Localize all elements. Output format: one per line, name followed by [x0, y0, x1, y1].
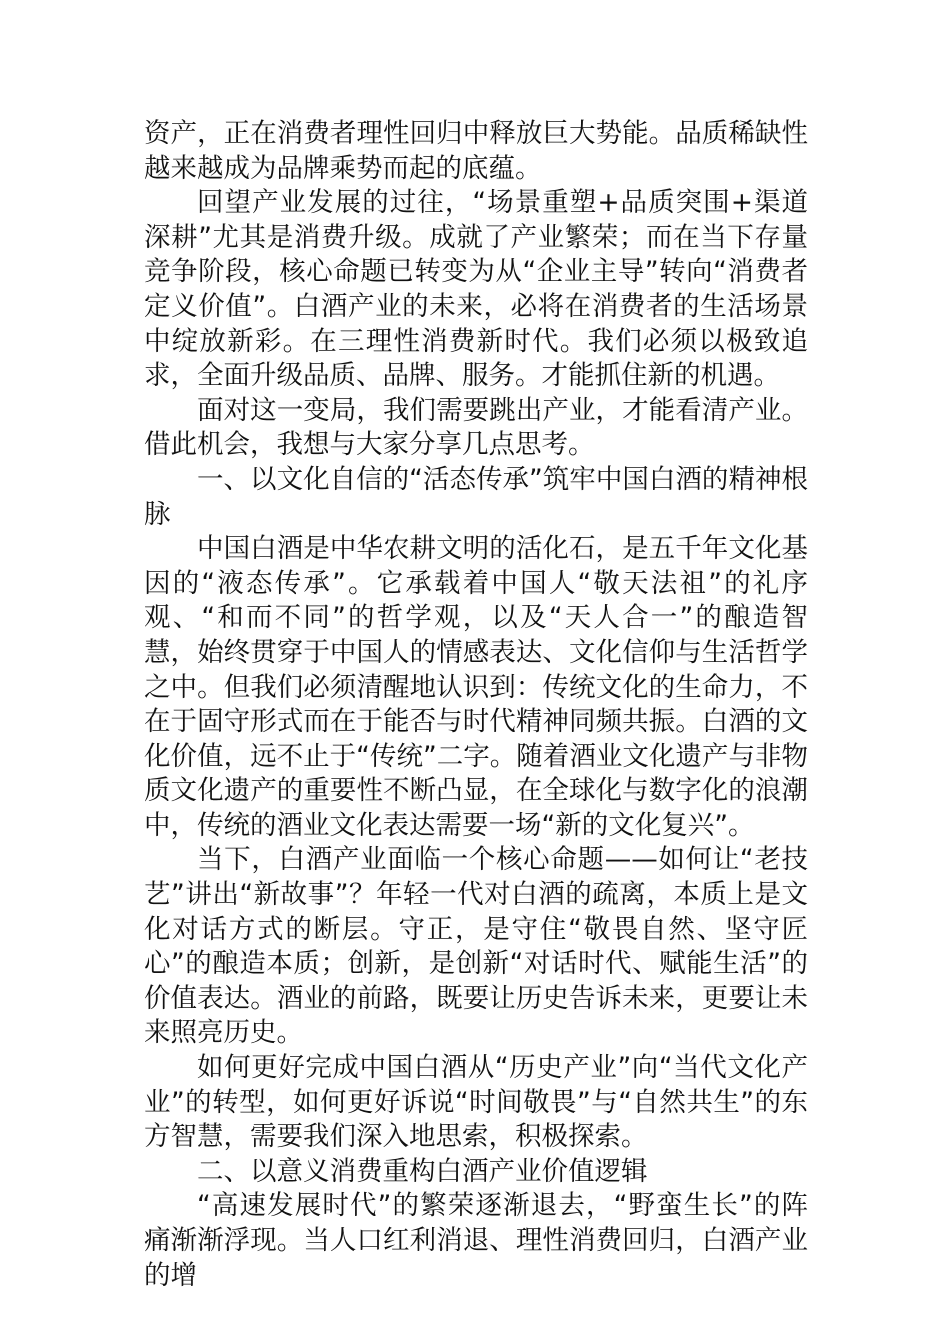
paragraph-2: 回望产业发展的过往，“场景重塑+品质突围+渠道深耕”尤其是消费升级。成就了产业繁荣；而在当下存量竞争阶段，核心命题已转变为从“企业主导”转向“消费者定义价值”。白酒产业的未来，必将在消费者的生活场景中绽放新彩。在三理性消费新时代。我们必须以极致追求，全面升级品质、品牌、服务。才能抓住新的机遇。	[144, 187, 808, 392]
document-page	[144, 117, 808, 1293]
section-heading-1: 一、以文化自信的“活态传承”筑牢中国白酒的精神根脉	[144, 463, 808, 530]
paragraph-3: 面对这一变局，我们需要跳出产业，才能看清产业。借此机会，我想与大家分享几点思考。	[144, 394, 808, 461]
paragraph-1: 资产，正在消费者理性回归中释放巨大势能。品质稀缺性越来越成为品牌乘势而起的底蕴。	[144, 118, 808, 184]
paragraph-7: “高速发展时代”的繁荣逐渐退去，“野蛮生长”的阵痛渐渐浮现。当人口红利消退、理性消费回归，白酒产业的增	[144, 1190, 808, 1291]
paragraph-6: 如何更好完成中国白酒从“历史产业”向“当代文化产业”的转型，如何更好诉说“时间敬畏”与“自然共生”的东方智慧，需要我们深入地思索，积极探索。	[144, 1052, 808, 1153]
section-heading-2: 二、以意义消费重构白酒产业价值逻辑	[197, 1155, 648, 1187]
paragraph-4: 中国白酒是中华农耕文明的活化石，是五千年文化基因的“液态传承”。它承载着中国人“敬天法祖”的礼序观、“和而不同”的哲学观，以及“天人合一”的酿造智慧，始终贯穿于中国人的情感表达、文化信仰与生活哲学之中。但我们必须清醒地认识到：传统文化的生命力，不在于固守形式而在于能否与时代精神同频共振。白酒的文化价值，远不止于“传统”二字。随着酒业文化遗产与非物质文化遗产的重要性不断凸显，在全球化与数字化的浪潮中，传统的酒业文化表达需要一场“新的文化复兴”。	[144, 533, 808, 841]
paragraph-5: 当下，白酒产业面临一个核心命题——如何让“老技艺”讲出“新故事”？年轻一代对白酒的疏离，本质上是文化对话方式的断层。守正，是守住“敬畏自然、坚守匠心”的酿造本质；创新，是创新“对话时代、赋能生活”的价值表达。酒业的前路，既要让历史告诉未来，更要让未来照亮历史。	[144, 844, 808, 1049]
